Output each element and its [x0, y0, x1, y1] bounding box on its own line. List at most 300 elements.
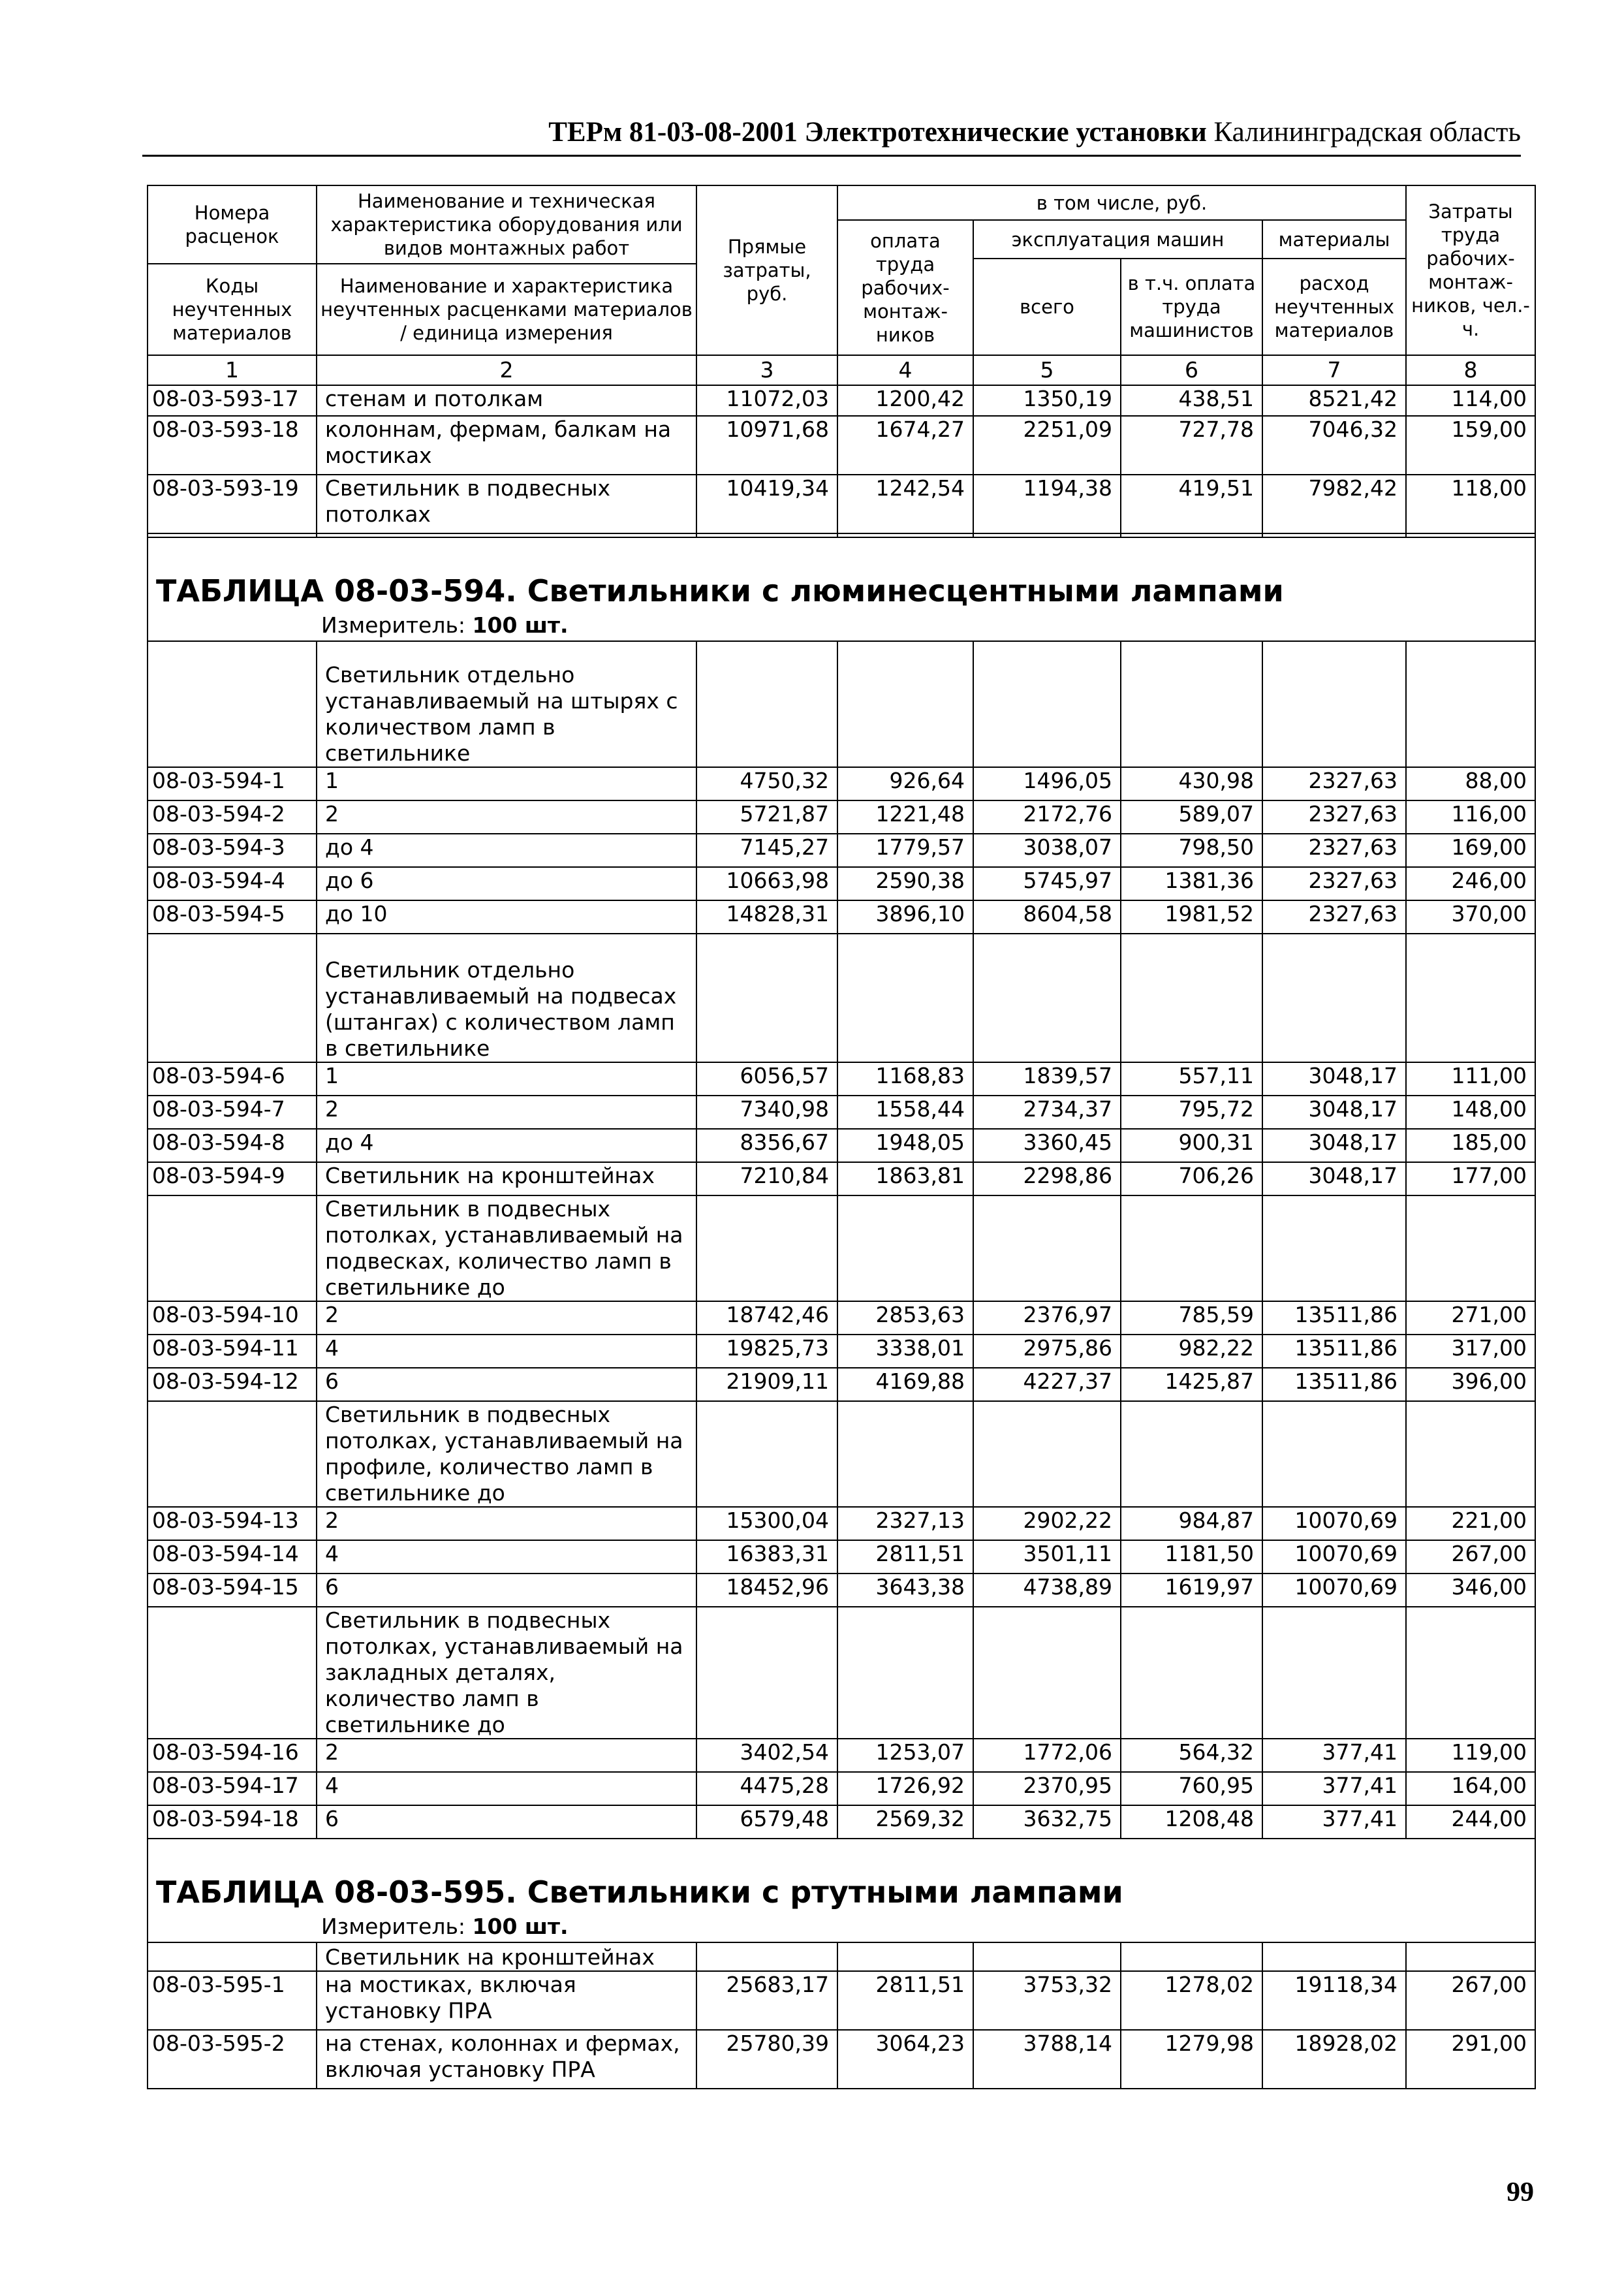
header-col3: Прямые затраты, руб. [696, 185, 837, 355]
caption-blank [1262, 1195, 1406, 1301]
work-name: до 4 [317, 834, 696, 867]
value-mat: 2327,63 [1262, 900, 1406, 934]
meter-row [148, 610, 1535, 641]
value-labor: 2327,13 [837, 1507, 973, 1540]
work-name: стенам и потолкам [317, 385, 696, 416]
value-mat: 3048,17 [1262, 1096, 1406, 1129]
rate-code: 08-03-594-8 [148, 1129, 317, 1162]
rate-code: 08-03-594-1 [148, 767, 317, 800]
value-direct: 6056,57 [696, 1062, 837, 1096]
value-mat: 10070,69 [1262, 1573, 1406, 1607]
table-row [148, 1301, 1535, 1335]
caption-blank [1406, 641, 1535, 767]
rate-code: 08-03-594-16 [148, 1739, 317, 1772]
table-row [148, 1129, 1535, 1162]
table-row [148, 767, 1535, 800]
value-mach: 2172,76 [973, 800, 1121, 834]
value-hours: 88,00 [1406, 767, 1535, 800]
work-name: 4 [317, 1772, 696, 1805]
caption-blank [1406, 1942, 1535, 1971]
caption-blank [1121, 1607, 1262, 1739]
group-caption: Светильник в подвесных потолках, устанавливаемый на профиле, количество ламп в светильнике до [317, 1401, 696, 1507]
value-mat: 13511,86 [1262, 1368, 1406, 1401]
header-col7: расход неучтенных материалов [1262, 259, 1406, 355]
value-hours: 246,00 [1406, 867, 1535, 900]
rate-code: 08-03-595-2 [148, 2030, 317, 2089]
value-mat: 377,41 [1262, 1772, 1406, 1805]
value-mach-labor: 727,78 [1121, 416, 1262, 475]
value-direct: 10663,98 [696, 867, 837, 900]
meter-label: Измеритель: [321, 612, 466, 638]
value-mach: 4227,37 [973, 1368, 1121, 1401]
caption-blank [696, 934, 837, 1062]
table-row [148, 1162, 1535, 1195]
header-col1-bottom: Коды неучтенных материалов [148, 264, 317, 355]
value-labor: 3896,10 [837, 900, 973, 934]
rate-code: 08-03-594-14 [148, 1540, 317, 1573]
value-mach: 3788,14 [973, 2030, 1121, 2089]
group-caption: Светильник в подвесных потолках, устанавливаемый на подвесках, количество ламп в светильнике до [317, 1195, 696, 1301]
table-row [148, 385, 1535, 416]
caption-blank [837, 1195, 973, 1301]
meter-value: 100 шт. [472, 612, 569, 638]
value-hours: 119,00 [1406, 1739, 1535, 1772]
value-labor: 2811,51 [837, 1971, 973, 2030]
value-mach-labor: 589,07 [1121, 800, 1262, 834]
caption-blank [1121, 934, 1262, 1062]
value-mach: 2975,86 [973, 1335, 1121, 1368]
value-mach: 3360,45 [973, 1129, 1121, 1162]
value-mach: 1350,19 [973, 385, 1121, 416]
value-mach: 3038,07 [973, 834, 1121, 867]
rate-code: 08-03-594-4 [148, 867, 317, 900]
value-mach: 2376,97 [973, 1301, 1121, 1335]
caption-blank [696, 641, 837, 767]
meter-row [148, 1912, 1535, 1942]
table-row [148, 900, 1535, 934]
header-col4: оплата труда рабочих-монтаж-ников [837, 220, 973, 355]
rate-code: 08-03-593-19 [148, 475, 317, 533]
value-labor: 1558,44 [837, 1096, 973, 1129]
value-mat: 10070,69 [1262, 1507, 1406, 1540]
group-caption-row [148, 1195, 1535, 1301]
value-mach: 2734,37 [973, 1096, 1121, 1129]
caption-code-blank [148, 1942, 317, 1971]
value-labor: 1168,83 [837, 1062, 973, 1096]
table-row [148, 1772, 1535, 1805]
value-mach: 2370,95 [973, 1772, 1121, 1805]
work-name: Светильник на кронштейнах [317, 1162, 696, 1195]
caption-blank [973, 934, 1121, 1062]
meter-unit [148, 610, 1535, 641]
work-name: 2 [317, 1301, 696, 1335]
table-row [148, 475, 1535, 533]
caption-blank [837, 1942, 973, 1971]
header-materials: материалы [1262, 220, 1406, 259]
value-mach-labor: 1425,87 [1121, 1368, 1262, 1401]
caption-blank [1406, 1195, 1535, 1301]
rate-code: 08-03-593-17 [148, 385, 317, 416]
value-hours: 267,00 [1406, 1540, 1535, 1573]
value-hours: 221,00 [1406, 1507, 1535, 1540]
caption-blank [1121, 1401, 1262, 1507]
table-594-title-row [148, 537, 1535, 610]
table-row [148, 416, 1535, 475]
column-number-3: 3 [696, 355, 837, 385]
value-hours: 346,00 [1406, 1573, 1535, 1607]
caption-blank [696, 1942, 837, 1971]
work-name: 1 [317, 767, 696, 800]
value-mat: 7046,32 [1262, 416, 1406, 475]
value-direct: 19825,73 [696, 1335, 837, 1368]
value-direct: 10971,68 [696, 416, 837, 475]
value-mat: 18928,02 [1262, 2030, 1406, 2089]
caption-blank [973, 641, 1121, 767]
value-hours: 244,00 [1406, 1805, 1535, 1839]
value-labor: 1200,42 [837, 385, 973, 416]
value-labor: 1863,81 [837, 1162, 973, 1195]
column-number-6: 6 [1121, 355, 1262, 385]
value-direct: 6579,48 [696, 1805, 837, 1839]
table-row [148, 2030, 1535, 2089]
rate-code: 08-03-595-1 [148, 1971, 317, 2030]
group-caption: Светильник отдельно устанавливаемый на штырях с количеством ламп в светильнике [317, 641, 696, 767]
header-col6: в т.ч. оплата труда машинистов [1121, 259, 1262, 355]
rate-code: 08-03-593-18 [148, 416, 317, 475]
value-mach-labor: 785,59 [1121, 1301, 1262, 1335]
caption-blank [1262, 1942, 1406, 1971]
rate-code: 08-03-594-11 [148, 1335, 317, 1368]
value-mat: 7982,42 [1262, 475, 1406, 533]
value-hours: 370,00 [1406, 900, 1535, 934]
value-direct: 25683,17 [696, 1971, 837, 2030]
column-number-4: 4 [837, 355, 973, 385]
value-labor: 1242,54 [837, 475, 973, 533]
work-name: на мостиках, включая установку ПРА [317, 1971, 696, 2030]
value-mach-labor: 1381,36 [1121, 867, 1262, 900]
value-direct: 4750,32 [696, 767, 837, 800]
group-caption-row [148, 934, 1535, 1062]
value-direct: 18742,46 [696, 1301, 837, 1335]
value-hours: 317,00 [1406, 1335, 1535, 1368]
value-mach-labor: 798,50 [1121, 834, 1262, 867]
work-name: до 6 [317, 867, 696, 900]
caption-code-blank [148, 641, 317, 767]
caption-blank [973, 1401, 1121, 1507]
work-name: Светильник в подвесных потолках [317, 475, 696, 533]
value-direct: 16383,31 [696, 1540, 837, 1573]
value-direct: 11072,03 [696, 385, 837, 416]
value-mat: 3048,17 [1262, 1162, 1406, 1195]
group-caption: Светильник в подвесных потолках, устанавливаемый на закладных деталях, количество ламп в светильнике до [317, 1607, 696, 1739]
value-mach: 3501,11 [973, 1540, 1121, 1573]
value-mach-labor: 1181,50 [1121, 1540, 1262, 1573]
value-labor: 3643,38 [837, 1573, 973, 1607]
caption-blank [1262, 1607, 1406, 1739]
column-number-5: 5 [973, 355, 1121, 385]
meter-unit [148, 1912, 1535, 1942]
value-mach: 2251,09 [973, 416, 1121, 475]
value-labor: 926,64 [837, 767, 973, 800]
caption-blank [837, 1401, 973, 1507]
value-direct: 4475,28 [696, 1772, 837, 1805]
value-mach: 4738,89 [973, 1573, 1121, 1607]
value-direct: 7210,84 [696, 1162, 837, 1195]
table-row [148, 1971, 1535, 2030]
header-col2-bottom: Наименование и характеристика неучтенных расценками материалов / единица измерения [317, 264, 696, 355]
value-labor: 3338,01 [837, 1335, 973, 1368]
value-hours: 116,00 [1406, 800, 1535, 834]
value-mach-labor: 1279,98 [1121, 2030, 1262, 2089]
group-caption-row [148, 1607, 1535, 1739]
work-name: 4 [317, 1335, 696, 1368]
document-region: Калининградская область [1213, 117, 1521, 148]
value-mach-labor: 564,32 [1121, 1739, 1262, 1772]
value-direct: 21909,11 [696, 1368, 837, 1401]
value-mach-labor: 1278,02 [1121, 1971, 1262, 2030]
table-row [148, 1368, 1535, 1401]
value-direct: 18452,96 [696, 1573, 837, 1607]
value-mat: 19118,34 [1262, 1971, 1406, 2030]
value-direct: 10419,34 [696, 475, 837, 533]
rate-code: 08-03-594-6 [148, 1062, 317, 1096]
value-hours: 169,00 [1406, 834, 1535, 867]
rate-code: 08-03-594-17 [148, 1772, 317, 1805]
table-595-title-row [148, 1839, 1535, 1912]
table-595-title: ТАБЛИЦА 08-03-595. Светильники с ртутными лампами [148, 1839, 1535, 1912]
header-rule [142, 155, 1521, 157]
column-number-2: 2 [317, 355, 696, 385]
value-mach: 1194,38 [973, 475, 1121, 533]
table-row [148, 1335, 1535, 1368]
caption-blank [1121, 1195, 1262, 1301]
caption-blank [1121, 641, 1262, 767]
value-labor: 1674,27 [837, 416, 973, 475]
work-name: 2 [317, 1739, 696, 1772]
meter-value: 100 шт. [472, 1914, 569, 1939]
work-name: 2 [317, 1096, 696, 1129]
caption-code-blank [148, 934, 317, 1062]
caption-code-blank [148, 1195, 317, 1301]
group-caption-row [148, 1942, 1535, 1971]
value-mach-labor: 795,72 [1121, 1096, 1262, 1129]
header-col5: всего [973, 259, 1121, 355]
caption-blank [973, 1195, 1121, 1301]
value-labor: 2811,51 [837, 1540, 973, 1573]
work-name: колоннам, фермам, балкам на мостиках [317, 416, 696, 475]
table-row [148, 1507, 1535, 1540]
rate-code: 08-03-594-13 [148, 1507, 317, 1540]
work-name: 2 [317, 800, 696, 834]
value-hours: 111,00 [1406, 1062, 1535, 1096]
work-name: 6 [317, 1805, 696, 1839]
value-labor: 1221,48 [837, 800, 973, 834]
table-row [148, 1540, 1535, 1573]
value-labor: 1779,57 [837, 834, 973, 867]
value-labor: 2590,38 [837, 867, 973, 900]
rate-code: 08-03-594-12 [148, 1368, 317, 1401]
work-name: до 4 [317, 1129, 696, 1162]
column-number-8: 8 [1406, 355, 1535, 385]
group-caption: Светильник на кронштейнах [317, 1942, 696, 1971]
header-col8: Затраты труда рабочих-монтаж-ников, чел.-ч. [1406, 185, 1535, 355]
value-labor: 2569,32 [837, 1805, 973, 1839]
value-labor: 1726,92 [837, 1772, 973, 1805]
caption-blank [1406, 934, 1535, 1062]
value-mach-labor: 1981,52 [1121, 900, 1262, 934]
price-table [147, 185, 1536, 2089]
caption-blank [1406, 1401, 1535, 1507]
header-col1-top: Номера расценок [148, 185, 317, 264]
page-header [150, 116, 1521, 148]
value-mat: 2327,63 [1262, 767, 1406, 800]
caption-blank [1262, 641, 1406, 767]
value-hours: 177,00 [1406, 1162, 1535, 1195]
value-mach-labor: 900,31 [1121, 1129, 1262, 1162]
value-mat: 13511,86 [1262, 1301, 1406, 1335]
caption-blank [696, 1607, 837, 1739]
table-row [148, 1573, 1535, 1607]
value-hours: 291,00 [1406, 2030, 1535, 2089]
value-mach-labor: 419,51 [1121, 475, 1262, 533]
value-hours: 396,00 [1406, 1368, 1535, 1401]
value-mach-labor: 760,95 [1121, 1772, 1262, 1805]
value-hours: 118,00 [1406, 475, 1535, 533]
caption-blank [696, 1195, 837, 1301]
value-mach: 3632,75 [973, 1805, 1121, 1839]
column-number-1: 1 [148, 355, 317, 385]
value-mat: 13511,86 [1262, 1335, 1406, 1368]
value-mat: 377,41 [1262, 1739, 1406, 1772]
caption-blank [1121, 1942, 1262, 1971]
table-594-title: ТАБЛИЦА 08-03-594. Светильники с люминесцентными лампами [148, 537, 1535, 610]
value-mach: 1496,05 [973, 767, 1121, 800]
value-mat: 2327,63 [1262, 800, 1406, 834]
value-mach-labor: 1208,48 [1121, 1805, 1262, 1839]
value-mach: 1839,57 [973, 1062, 1121, 1096]
group-caption: Светильник отдельно устанавливаемый на подвесах (штангах) с количеством ламп в светильнике [317, 934, 696, 1062]
value-mach: 1772,06 [973, 1739, 1121, 1772]
column-number-7: 7 [1262, 355, 1406, 385]
value-mat: 377,41 [1262, 1805, 1406, 1839]
table-row [148, 800, 1535, 834]
column-number-row [148, 355, 1535, 385]
value-direct: 25780,39 [696, 2030, 837, 2089]
header-group: в том числе, руб. [837, 185, 1406, 220]
value-labor: 1948,05 [837, 1129, 973, 1162]
table-row [148, 867, 1535, 900]
value-direct: 5721,87 [696, 800, 837, 834]
rate-code: 08-03-594-2 [148, 800, 317, 834]
value-hours: 114,00 [1406, 385, 1535, 416]
value-labor: 1253,07 [837, 1739, 973, 1772]
value-mach-labor: 1619,97 [1121, 1573, 1262, 1607]
caption-code-blank [148, 1607, 317, 1739]
value-direct: 7340,98 [696, 1096, 837, 1129]
table-row [148, 834, 1535, 867]
value-mat: 2327,63 [1262, 867, 1406, 900]
value-direct: 8356,67 [696, 1129, 837, 1162]
value-mat: 10070,69 [1262, 1540, 1406, 1573]
value-hours: 267,00 [1406, 1971, 1535, 2030]
header-col2-top: Наименование и техническая характеристика оборудования или видов монтажных работ [317, 185, 696, 264]
value-mach-labor: 438,51 [1121, 385, 1262, 416]
value-mat: 3048,17 [1262, 1129, 1406, 1162]
work-name: 1 [317, 1062, 696, 1096]
work-name: 6 [317, 1368, 696, 1401]
value-direct: 15300,04 [696, 1507, 837, 1540]
caption-blank [973, 1942, 1121, 1971]
value-direct: 7145,27 [696, 834, 837, 867]
caption-blank [837, 641, 973, 767]
value-labor: 2853,63 [837, 1301, 973, 1335]
value-mach: 3753,32 [973, 1971, 1121, 2030]
value-hours: 148,00 [1406, 1096, 1535, 1129]
rate-code: 08-03-594-10 [148, 1301, 317, 1335]
caption-blank [837, 1607, 973, 1739]
work-name: на стенах, колоннах и фермах, включая установку ПРА [317, 2030, 696, 2089]
value-mach-labor: 430,98 [1121, 767, 1262, 800]
value-mach-labor: 982,22 [1121, 1335, 1262, 1368]
rate-code: 08-03-594-15 [148, 1573, 317, 1607]
table-row [148, 1096, 1535, 1129]
rate-code: 08-03-594-5 [148, 900, 317, 934]
value-mach-labor: 984,87 [1121, 1507, 1262, 1540]
value-hours: 185,00 [1406, 1129, 1535, 1162]
rate-code: 08-03-594-18 [148, 1805, 317, 1839]
caption-code-blank [148, 1401, 317, 1507]
group-caption-row [148, 1401, 1535, 1507]
caption-blank [1262, 1401, 1406, 1507]
value-hours: 164,00 [1406, 1772, 1535, 1805]
document-title: ТЕРм 81-03-08-2001 Электротехнические установки [548, 117, 1207, 148]
value-mach: 2298,86 [973, 1162, 1121, 1195]
value-mach: 5745,97 [973, 867, 1121, 900]
work-name: 2 [317, 1507, 696, 1540]
value-mat: 2327,63 [1262, 834, 1406, 867]
work-name: 4 [317, 1540, 696, 1573]
value-labor: 4169,88 [837, 1368, 973, 1401]
table-row [148, 1739, 1535, 1772]
value-mat: 8521,42 [1262, 385, 1406, 416]
value-direct: 14828,31 [696, 900, 837, 934]
caption-blank [1406, 1607, 1535, 1739]
rate-code: 08-03-594-7 [148, 1096, 317, 1129]
meter-label: Измеритель: [321, 1914, 466, 1939]
value-mach: 2902,22 [973, 1507, 1121, 1540]
rate-code: 08-03-594-9 [148, 1162, 317, 1195]
value-hours: 271,00 [1406, 1301, 1535, 1335]
value-mat: 3048,17 [1262, 1062, 1406, 1096]
table-row [148, 1062, 1535, 1096]
work-name: до 10 [317, 900, 696, 934]
page-number: 99 [1507, 2177, 1534, 2207]
value-hours: 159,00 [1406, 416, 1535, 475]
value-direct: 3402,54 [696, 1739, 837, 1772]
value-mach: 8604,58 [973, 900, 1121, 934]
caption-blank [696, 1401, 837, 1507]
group-caption-row [148, 641, 1535, 767]
caption-blank [837, 934, 973, 1062]
caption-blank [1262, 934, 1406, 1062]
value-labor: 3064,23 [837, 2030, 973, 2089]
work-name: 6 [317, 1573, 696, 1607]
header-machines: эксплуатация машин [973, 220, 1262, 259]
table-row [148, 1805, 1535, 1839]
rate-code: 08-03-594-3 [148, 834, 317, 867]
value-mach-labor: 706,26 [1121, 1162, 1262, 1195]
value-mach-labor: 557,11 [1121, 1062, 1262, 1096]
